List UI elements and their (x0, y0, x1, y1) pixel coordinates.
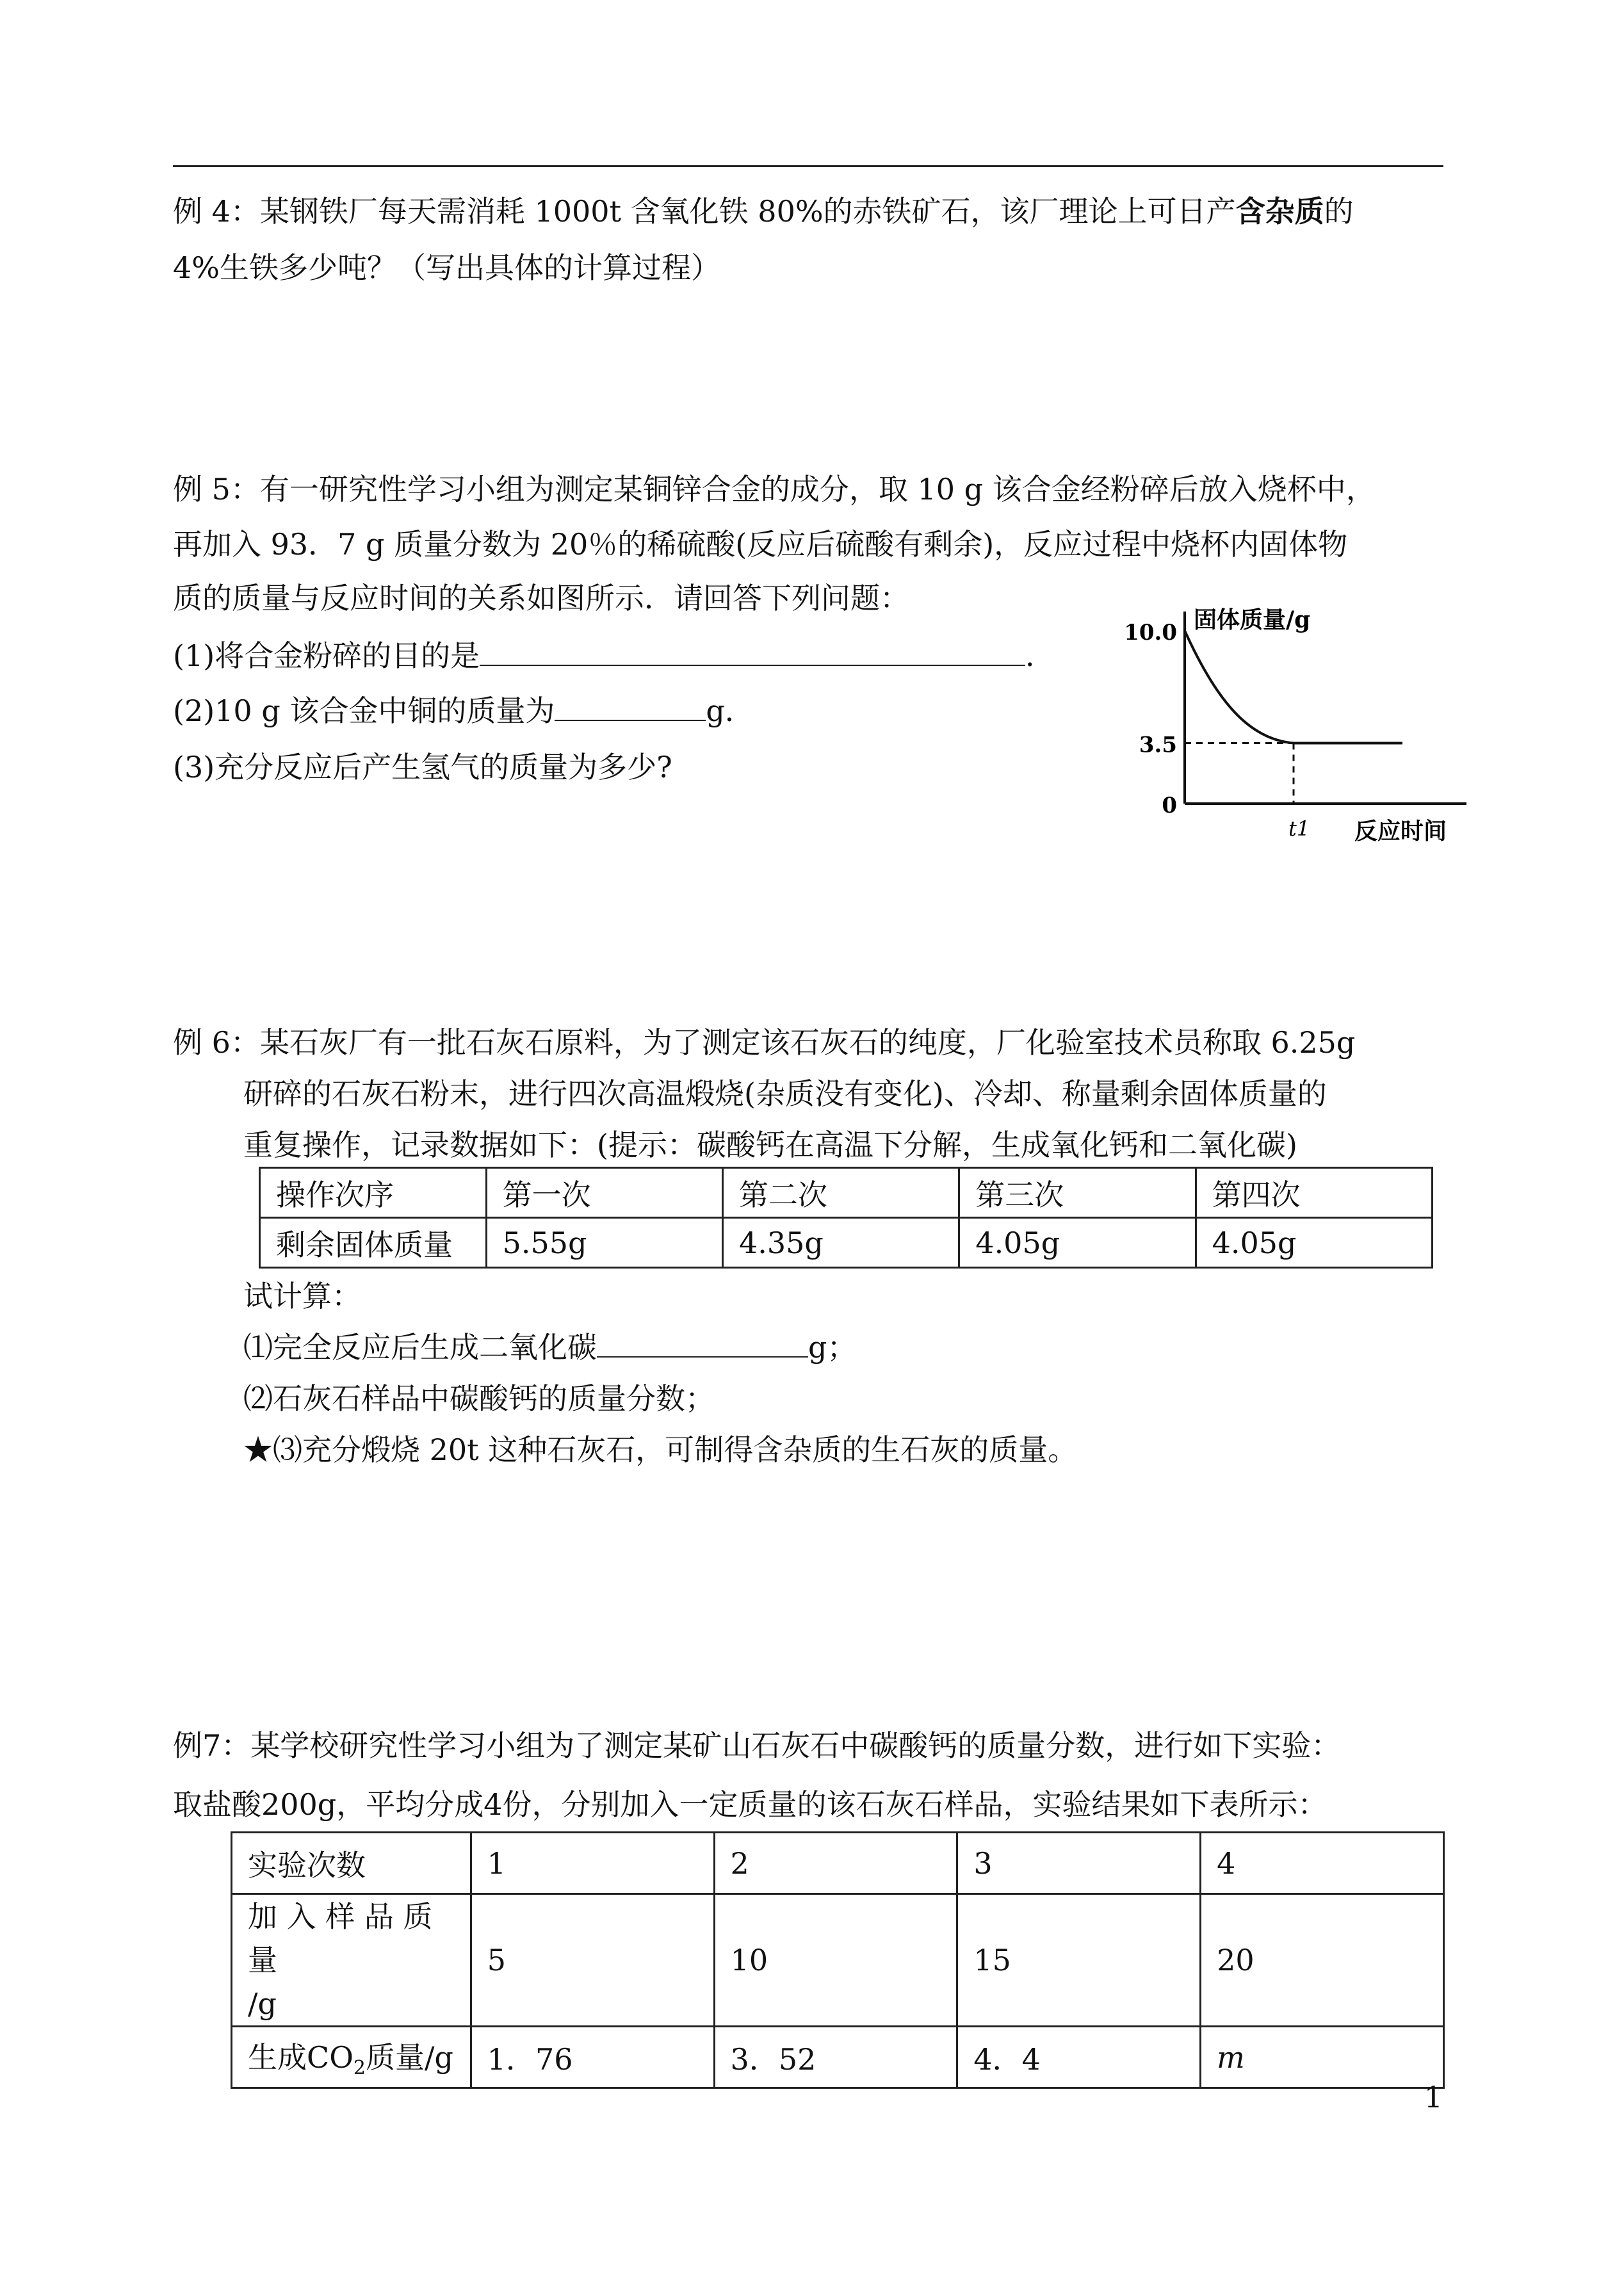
ex6-line1: 例 6：某石灰厂有一批石灰石原料，为了测定该石灰石的纯度，厂化验室技术员称取 6.25g (173, 1025, 1356, 1060)
ex7-row2-value-3: 4．4 (957, 2027, 1201, 2088)
y-axis-label: 固体质量/g (1194, 606, 1311, 633)
ex5-q3: (3)充分反应后产生氢气的质量为多少? (173, 750, 672, 784)
y-tick-label: 3.5 (1139, 732, 1177, 758)
ex6-row-label: 剩余固体质量 (260, 1218, 487, 1268)
table-row (232, 1833, 1444, 1894)
table-row (260, 1168, 1433, 1218)
ex7-header-label: 实验次数 (232, 1833, 471, 1894)
ex5-q1: (1)将合金粉碎的目的是 ． (173, 638, 1055, 673)
top-rule (173, 165, 1443, 167)
ex7-row1-value-3: 15 (957, 1894, 1201, 2027)
page-number: 1 (1424, 2080, 1443, 2114)
ex6-value-1: 5.55g (486, 1218, 722, 1268)
ex5-line3: 质的质量与反应时间的关系如图所示．请回答下列问题： (173, 581, 909, 615)
ex7-line2: 取盐酸200g，平均分成4份，分别加入一定质量的该石灰石样品，实验结果如下表所示： (173, 1787, 1328, 1822)
ex6-table (259, 1167, 1433, 1269)
ex6-header-0: 操作次序 (260, 1168, 487, 1218)
ex5-line2: 再加入 93．7 g 质量分数为 20％的稀硫酸(反应后硫酸有剩余)，反应过程中烧杯内固体物 (173, 527, 1348, 562)
ex4-line1: 例 4：某钢铁厂每天需消耗 1000t 含氧化铁 80%的赤铁矿石，该厂理论上可日产含杂质的 (173, 194, 1354, 229)
ex7-row2-value-2: 3．52 (714, 2027, 957, 2088)
ex7-header-3: 3 (957, 1833, 1201, 1894)
ex6-header-1: 第一次 (486, 1168, 722, 1218)
ex6-line3: 重复操作，记录数据如下：(提示：碳酸钙在高温下分解，生成氧化钙和二氧化碳) (243, 1128, 1297, 1162)
ex6-value-2: 4.35g (722, 1218, 959, 1268)
ex6-header-4: 第四次 (1196, 1168, 1432, 1218)
ex7-row1-value-1: 5 (471, 1894, 714, 2027)
ex4-line2: 4%生铁多少吨？（写出具体的计算过程） (173, 250, 720, 285)
mass-time-chart (1114, 596, 1473, 845)
ex5-q2: (2)10 g 该合金中铜的质量为 g． (173, 693, 754, 728)
y-tick-label: 10.0 (1124, 620, 1177, 645)
ex7-row1-label: 加 入 样 品 质 量 /g (232, 1894, 471, 2027)
ex7-header-4: 4 (1201, 1833, 1444, 1894)
ex7-row2-value-1: 1．76 (471, 2027, 714, 2088)
ex7-row1-value-4: 20 (1201, 1894, 1444, 2027)
ex5-line1: 例 5：有一研究性学习小组为测定某铜锌合金的成分，取 10 g 该合金经粉碎后放入烧杯中， (173, 472, 1376, 507)
ex7-row2-label: 生成$CO_2$质量/g (232, 2027, 471, 2088)
ex6-value-4: 4.05g (1196, 1218, 1432, 1268)
ex5-q2-blank[interactable] (555, 693, 706, 721)
ex7-line1: 例7：某学校研究性学习小组为了测定某矿山石灰石中碳酸钙的质量分数，进行如下实验： (173, 1728, 1341, 1763)
x-tick-label: t1 (1288, 816, 1310, 841)
ex6-try: 试计算： (243, 1279, 361, 1313)
x-axis-label: 反应时间 (1354, 818, 1447, 845)
ex6-value-3: 4.05g (959, 1218, 1196, 1268)
ex6-line2: 研碎的石灰石粉末，进行四次高温煅烧(杂质没有变化)、冷却、称量剩余固体质量的 (243, 1076, 1327, 1111)
ex7-table (231, 1831, 1445, 2089)
ex6-q1-blank[interactable] (597, 1329, 808, 1358)
table-row (232, 2027, 1444, 2088)
ex6-q2: ⑵石灰石样品中碳酸钙的质量分数； (243, 1381, 715, 1416)
ex6-header-2: 第二次 (722, 1168, 959, 1218)
ex7-header-1: 1 (471, 1833, 714, 1894)
ex5-q1-blank[interactable] (480, 638, 1025, 666)
ex7-row2-value-4: m (1201, 2027, 1444, 2088)
ex6-header-3: 第三次 (959, 1168, 1196, 1218)
ex6-q3: ★⑶充分煅烧 20t 这种石灰石，可制得含杂质的生石灰的质量。 (243, 1432, 1078, 1467)
y-tick-label: 0 (1162, 793, 1177, 818)
ex6-q1: ⑴完全反应后生成二氧化碳 g； (243, 1330, 857, 1365)
ex4-bold: 含杂质 (1235, 194, 1324, 229)
series-line (1185, 631, 1402, 743)
ex7-header-2: 2 (714, 1833, 957, 1894)
table-row (260, 1218, 1433, 1268)
ex7-row1-value-2: 10 (714, 1894, 957, 2027)
table-row (232, 1894, 1444, 2027)
